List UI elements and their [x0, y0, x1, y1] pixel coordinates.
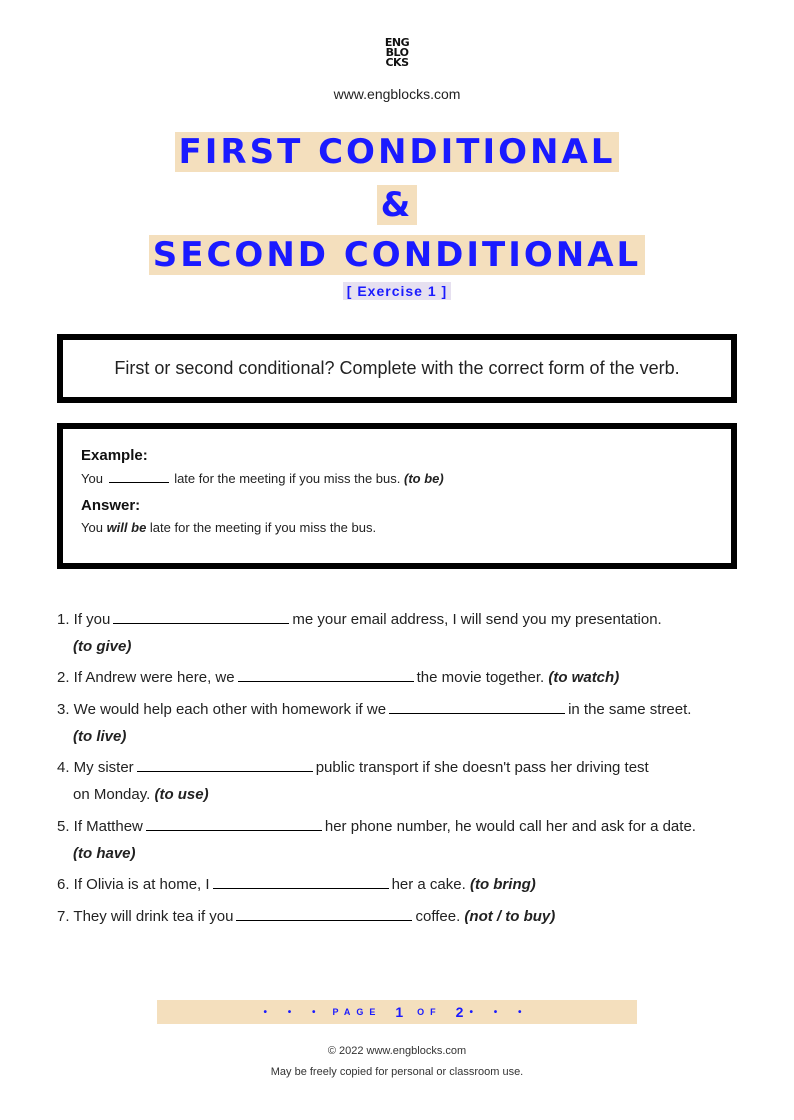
- exercise-subtitle: [ Exercise 1 ]: [0, 283, 794, 301]
- example-box: [57, 423, 737, 569]
- site-url: www.engblocks.com: [333, 86, 461, 102]
- license-note: May be freely copied for personal or classroom use.: [270, 1066, 524, 1078]
- dots-left: • • •: [263, 1006, 325, 1018]
- answer-bold: will be: [106, 520, 147, 535]
- question-1: 1. If you me your email address, I will send you my presentation. (to give): [57, 611, 662, 655]
- answer-blank-2[interactable]: [238, 667, 414, 682]
- title-line-1: [0, 132, 794, 172]
- answer-blank-3[interactable]: [389, 699, 565, 714]
- current-page: 1: [395, 1004, 404, 1020]
- engblocks-logo: ENG BLO CKS: [384, 36, 410, 69]
- instruction-box: [57, 334, 737, 403]
- hint-7: (not / to buy): [464, 908, 556, 925]
- page-word: PAGE: [332, 1007, 382, 1017]
- question-3: 3. We would help each other with homework if we in the same street. (to live): [57, 701, 692, 745]
- example-label: Example:: [81, 447, 148, 464]
- instruction-text: First or second conditional? Complete with the correct form of the verb.: [114, 358, 680, 378]
- question-5: 5. If Matthew her phone number, he would call her and ask for a date. (to have): [57, 818, 696, 862]
- question-4: 4. My sister public transport if she doesn't pass her driving test on Monday. (to use): [57, 759, 649, 803]
- answer-sentence: You will be late for the meeting if you miss the bus.: [81, 520, 377, 535]
- question-6: 6. If Olivia is at home, I her a cake. (to bring): [57, 876, 536, 893]
- example-hint: (to be): [403, 471, 444, 486]
- of-word: OF: [417, 1007, 442, 1017]
- answer-blank-5[interactable]: [146, 816, 322, 831]
- hint-3: (to live): [73, 728, 127, 745]
- title-line-2: [0, 235, 794, 275]
- page-indicator: [157, 1000, 637, 1024]
- question-7: 7. They will drink tea if you coffee. (not / to buy): [57, 908, 556, 925]
- title-amp: &: [377, 185, 418, 225]
- example-sentence: You late for the meeting if you miss the bus. (to be): [81, 471, 444, 486]
- hint-6: (to bring): [469, 876, 536, 893]
- hint-2: (to watch): [548, 669, 620, 686]
- title-ampersand: [0, 185, 794, 225]
- question-2: 2. If Andrew were here, we the movie together. (to watch): [57, 669, 620, 686]
- answer-label: Answer:: [81, 497, 141, 514]
- answer-blank-7[interactable]: [236, 906, 412, 921]
- hint-4: (to use): [154, 786, 209, 803]
- hint-1: (to give): [73, 638, 132, 655]
- total-pages: 2: [455, 1004, 464, 1020]
- answer-blank-1[interactable]: [113, 609, 289, 624]
- copyright: © 2022 www.engblocks.com: [327, 1045, 467, 1057]
- example-blank: [109, 470, 169, 483]
- title-first-conditional: FIRST CONDITIONAL: [175, 132, 620, 172]
- answer-blank-4[interactable]: [137, 757, 313, 772]
- dots-right: • • •: [469, 1006, 531, 1018]
- title-second-conditional: SECOND CONDITIONAL: [149, 235, 645, 275]
- answer-blank-6[interactable]: [213, 874, 389, 889]
- hint-5: (to have): [73, 845, 136, 862]
